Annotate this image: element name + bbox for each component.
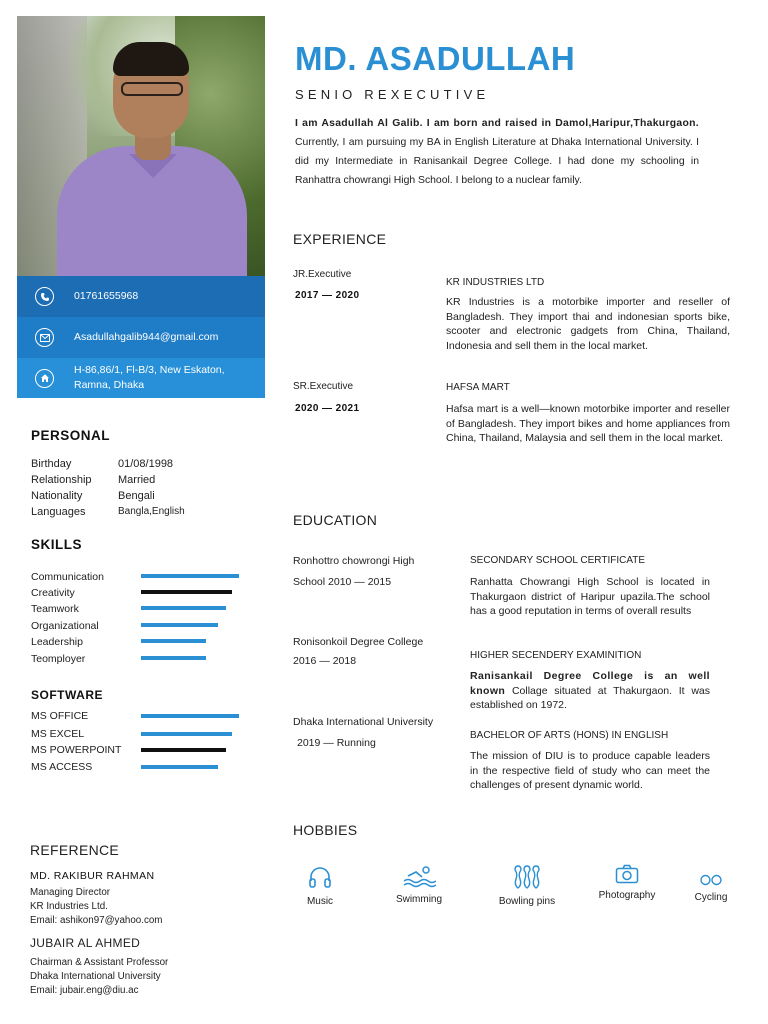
home-icon [35,369,54,388]
contact-address [17,358,265,398]
hobby-music [290,864,350,907]
phone-number[interactable]: 01761655968 [74,290,139,302]
contact-phone [17,276,265,317]
edu-3-description: The mission of DIU is to produce capable leaders in the respective field of study who can meet the challenges of present dynamic world. [470,750,710,791]
reference-1-name: MD. RAKIBUR RAHMAN [30,870,155,882]
skill-label: Communication [31,571,104,583]
skill-bar [141,574,239,578]
software-label: MS ACCESS [31,761,93,773]
reference-1-org: KR Industries Ltd. [30,901,108,912]
contact-panel [17,276,265,398]
skill-label: Leadership [31,636,83,648]
skill-bar [141,606,226,610]
software-bar [141,765,218,769]
reference-1-email[interactable]: Email: ashikon97@yahoo.com [30,915,163,926]
software-label: MS EXCEL [31,728,85,740]
hobby-photography-label: Photography [598,890,656,901]
reference-1-title: Managing Director [30,887,111,898]
exp-1-years: 2017 — 2020 [295,290,360,301]
experience-heading: EXPERIENCE [293,231,387,247]
person-name: MD. ASADULLAH [295,40,576,77]
headphones-icon [307,864,333,890]
personal-label: Languages [31,506,86,518]
phone-icon [35,287,54,306]
exp-2-description: Hafsa mart is a well—known motorbike importer and reseller of Bangladesh. They import bikes and home appliances from China, Thailand, Malaysia and sell them in the local market. [446,403,730,444]
mail-icon [35,328,54,347]
personal-label: Nationality [31,490,83,502]
job-title: SENIO REXECUTIVE [295,87,490,102]
hobby-photography [594,864,660,901]
contact-email [17,317,265,358]
reference-2-title: Chairman & Assistant Professor [30,957,169,968]
postal-address: H-86,86/1, Fl-B/3, New Eskaton, Ramna, Dhaka [74,364,225,391]
edu-2-years: 2016 — 2018 [293,655,357,667]
camera-icon [615,864,639,884]
hobby-cycling [684,874,738,903]
personal-value: 01/08/1998 [118,458,174,470]
reference-2-org: Dhaka International University [30,971,161,982]
personal-value: Bangla,English [118,506,185,517]
software-bar [141,748,226,752]
bicycle-icon [700,874,722,886]
reference-2-name: JUBAIR AL AHMED [30,936,141,950]
hobby-swimming-label: Swimming [395,894,443,905]
personal-label: Relationship [31,474,92,486]
skill-label: Teamwork [31,603,79,615]
exp-1-position: JR.Executive [293,269,352,280]
edu-3-degree: BACHELOR OF ARTS (HONS) IN ENGLISH [470,730,669,741]
edu-2-degree: HIGHER SECENDERY EXAMINITION [470,650,642,661]
intro-paragraph [295,114,699,190]
software-bar [141,714,239,718]
hobby-swimming [389,864,449,905]
education-heading: EDUCATION [293,512,378,528]
hobby-music-label: Music [306,896,334,907]
skill-bar [141,590,232,594]
edu-1-school: Ronhottro chowrongi High [293,555,415,567]
edu-2-description [470,669,710,713]
reference-heading: REFERENCE [30,842,120,858]
exp-1-company: KR INDUSTRIES LTD [446,277,545,288]
edu-2-school: Ronisonkoil Degree College [293,636,424,648]
exp-2-company: HAFSA MART [446,382,510,393]
edu-1-degree: SECONDARY SCHOOL CERTIFICATE [470,555,646,566]
edu-2-desc-rest: Collage situated at Thakurgaon. It was established on 1972. [470,684,710,711]
software-bar [141,732,232,736]
software-label: MS POWERPOINT [31,744,122,756]
skill-label: Organizational [31,620,99,632]
skill-bar [141,623,218,627]
personal-value: Bengali [118,490,155,502]
exp-1-description: KR Industries is a motorbike importer and reseller of Bangladesh. They import thai and indonesian sports bike, scooter and electronic gadgets from China, Thailand, Indonesia and sell them in the local market. [446,296,730,352]
exp-2-years: 2020 — 2021 [295,403,360,414]
bowling-pins-icon [512,864,542,890]
personal-heading: PERSONAL [31,428,111,443]
profile-photo [17,16,265,276]
hobby-bowling-label: Bowling pins [498,896,556,907]
edu-3-school: Dhaka International University [293,716,434,728]
intro-bold: I am Asadullah Al Galib. I am born and raised in Damol,Haripur,Thakurgaon. [295,118,699,129]
edu-1-years: School 2010 — 2015 [293,576,392,588]
exp-2-position: SR.Executive [293,381,354,392]
skill-label: Teomployer [31,653,86,665]
edu-2-desc-bold: Ranisankail Degree College is an well known [470,670,710,697]
hobby-cycling-label: Cycling [694,892,728,903]
software-label: MS OFFICE [31,710,89,722]
edu-1-description: Ranhatta Chowrangi High School is located in Thakurgaon district of Haripur upazila.The school has a good reputation in terms of overall results [470,576,710,617]
swimmer-icon [402,864,436,888]
edu-3-years: 2019 — Running [297,737,376,749]
personal-label: Birthday [31,458,72,470]
intro-rest: Currently, I am pursuing my BA in English Literature at Dhaka International University. I did my Intermediate in Ranisankail Degree College. I had done my schooling in Ranhattra chowrangi High School. I belong to a nuclear family. [295,137,699,186]
hobby-bowling [492,864,562,907]
software-heading: SOFTWARE [31,688,103,702]
hobbies-heading: HOBBIES [293,822,358,838]
skill-label: Creativity [31,587,75,599]
skill-bar [141,639,206,643]
reference-2-email[interactable]: Email: jubair.eng@diu.ac [30,985,139,996]
email-address[interactable]: Asadullahgalib944@gmail.com [74,331,219,343]
personal-value: Married [118,474,156,486]
skill-bar [141,656,206,660]
skills-heading: SKILLS [31,537,83,552]
